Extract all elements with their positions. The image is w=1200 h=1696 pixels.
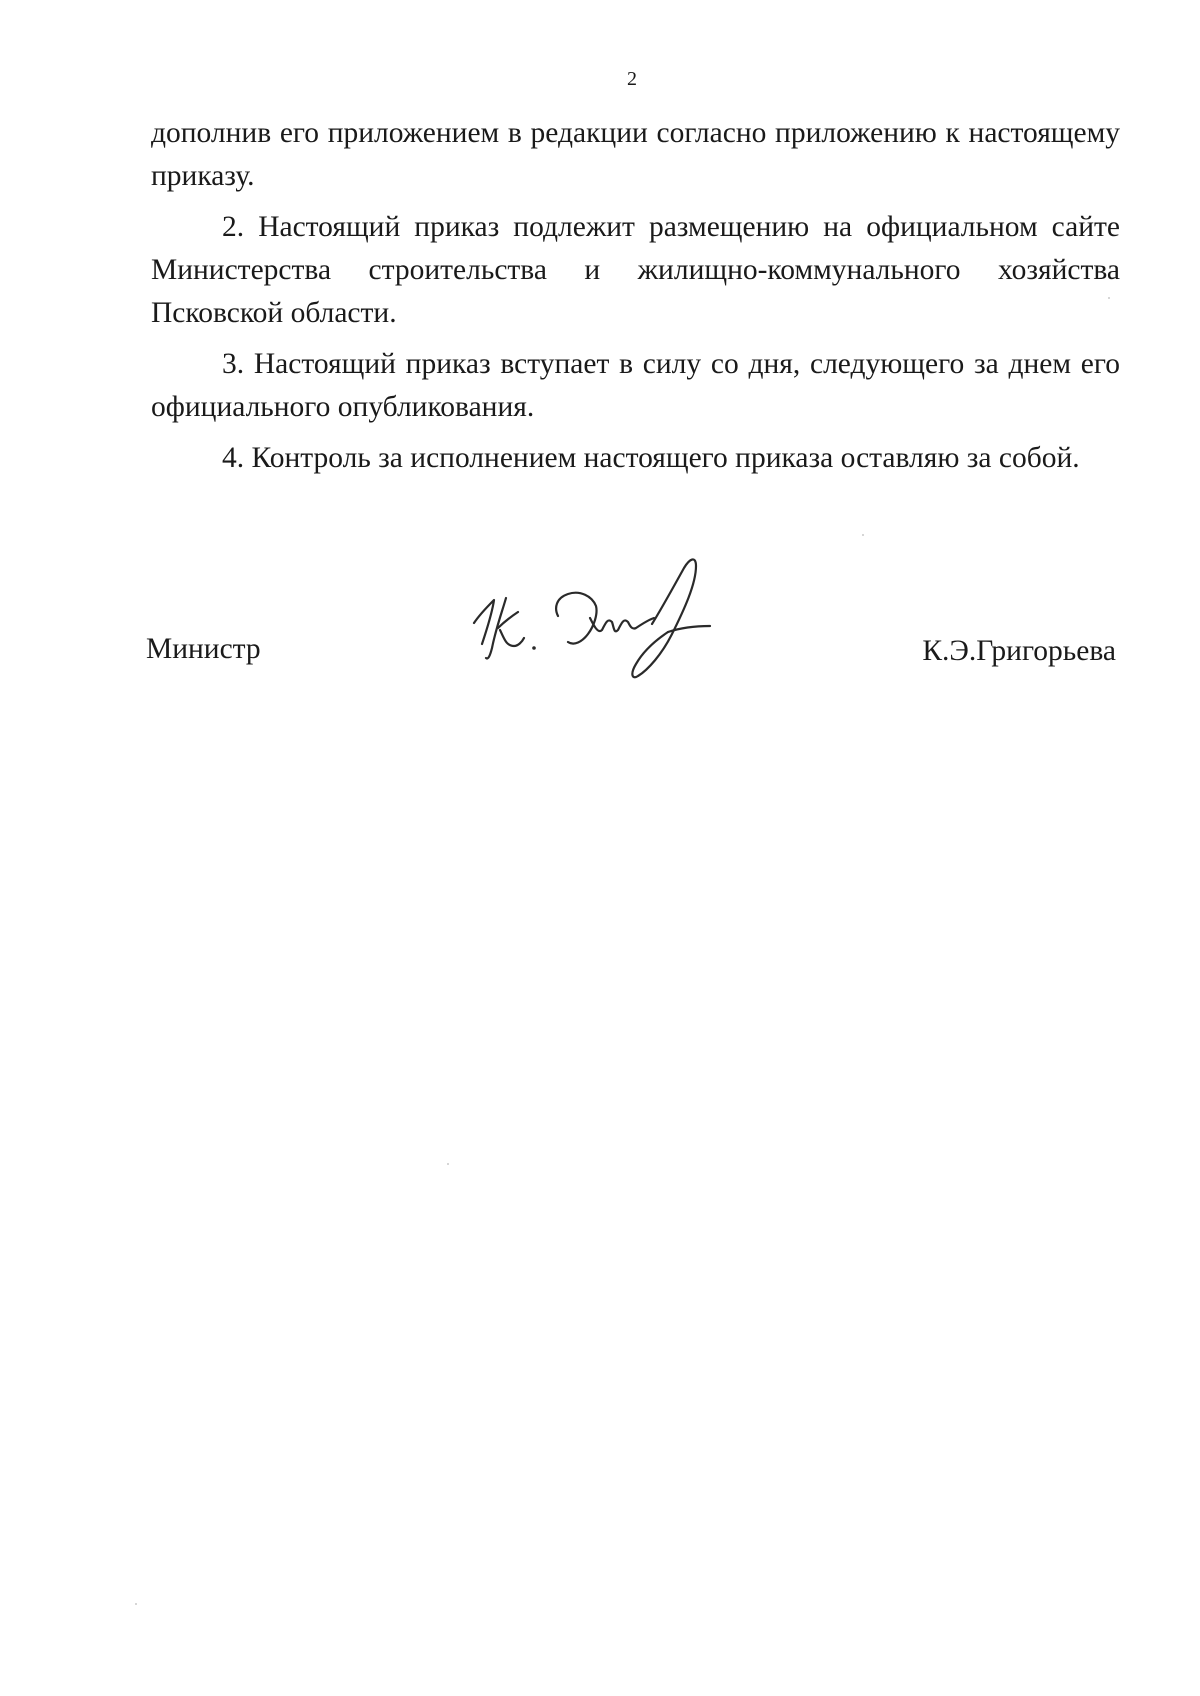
- signer-name: К.Э.Григорьева: [922, 635, 1116, 667]
- scan-speck: [447, 1163, 449, 1165]
- signer-position: Министр: [146, 633, 261, 665]
- page-number: 2: [627, 68, 637, 90]
- paragraph-continuation: дополнив его приложением в редакции согласно приложению к настоящему приказу.: [151, 117, 1120, 192]
- paragraph-item-4: 4. Контроль за исполнением настоящего приказа оставляю за собой.: [222, 442, 1080, 474]
- paragraph-item-3: 3. Настоящий приказ вступает в силу со дня, следующего за днем его официального опубликования.: [151, 348, 1120, 423]
- handwritten-signature: [462, 548, 742, 688]
- scan-speck: [862, 534, 864, 536]
- scan-speck: [135, 1603, 137, 1605]
- paragraph-item-2: 2. Настоящий приказ подлежит размещению на официальном сайте Министерства строительства и жилищно-коммунального хозяйства Псковской области.: [151, 211, 1120, 329]
- document-body: [151, 112, 1120, 488]
- scan-speck: [1108, 297, 1110, 299]
